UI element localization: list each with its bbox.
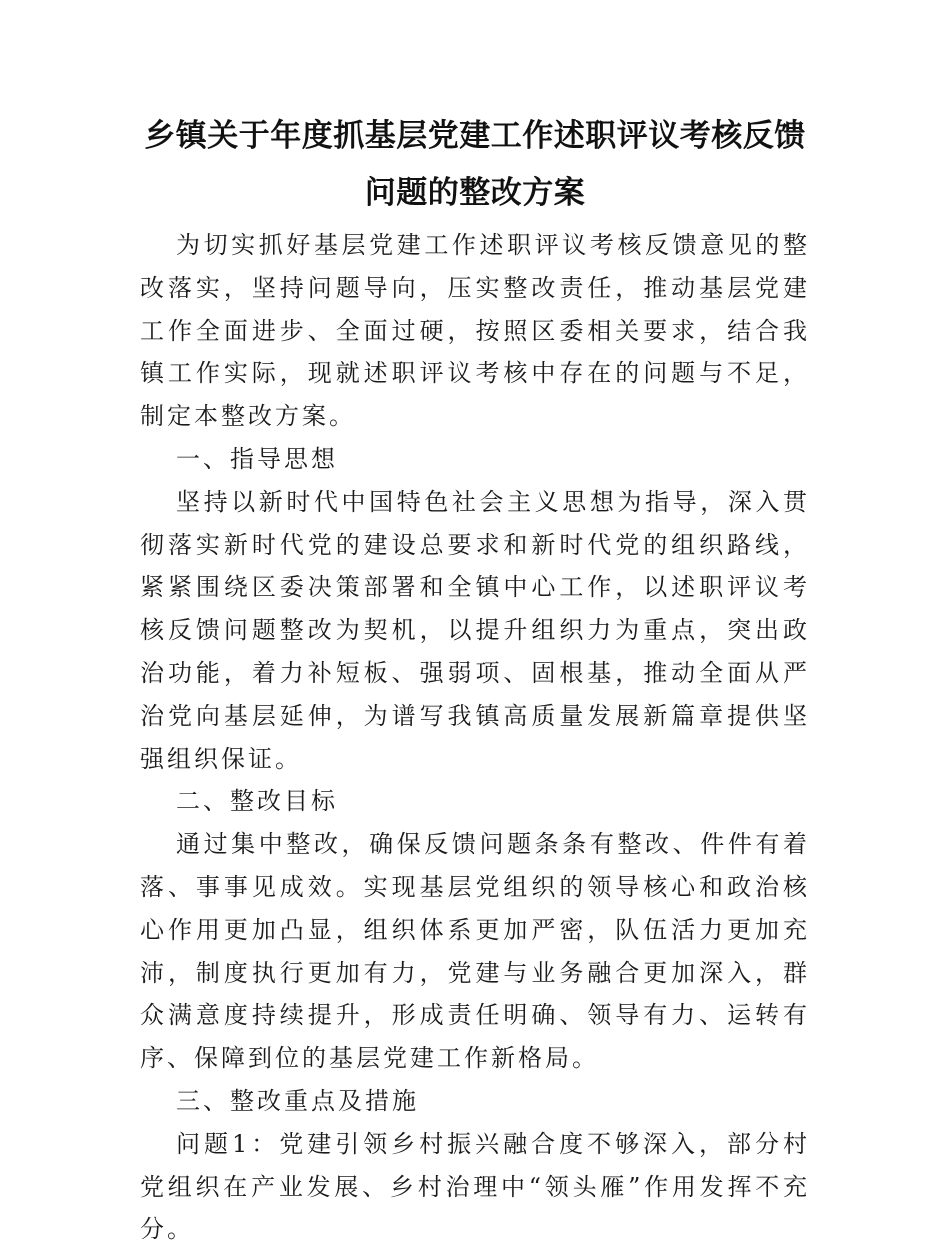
document-body	[140, 224, 810, 1251]
section-heading-guiding-ideology: 一、指导思想	[176, 444, 338, 473]
document-title: 乡镇关于年度抓基层党建工作述职评议考核反馈问题的整改方案	[144, 118, 806, 211]
problem-1-paragraph: 问题1：党建引领乡村振兴融合度不够深入，部分村党组织在产业发展、乡村治理中“领头雁”作用发挥不充分。	[140, 1129, 810, 1244]
section-heading-rectification-goals: 二、整改目标	[176, 787, 338, 816]
guiding-ideology-paragraph: 坚持以新时代中国特色社会主义思想为指导，深入贯彻落实新时代党的建设总要求和新时代党的组织路线，紧紧围绕区委决策部署和全镇中心工作，以述职评议考核反馈问题整改为契机，以提升组织力为重点，突出政治功能，着力补短板、强弱项、固根基，推动全面从严治党向基层延伸，为谱写我镇高质量发展新篇章提供坚强组织保证。	[140, 487, 810, 773]
rectification-goals-paragraph: 通过集中整改，确保反馈问题条条有整改、件件有着落、事事见成效。实现基层党组织的领导核心和政治核心作用更加凸显，组织体系更加严密，队伍活力更加充沛，制度执行更加有力，党建与业务融合更加深入，群众满意度持续提升，形成责任明确、领导有力、运转有序、保障到位的基层党建工作新格局。	[140, 830, 810, 1073]
intro-paragraph: 为切实抓好基层党建工作述职评议考核反馈意见的整改落实，坚持问题导向，压实整改责任，推动基层党建工作全面进步、全面过硬，按照区委相关要求，结合我镇工作实际，现就述职评议考核中存在的问题与不足，制定本整改方案。	[140, 231, 810, 431]
section-heading-key-measures: 三、整改重点及措施	[176, 1086, 419, 1115]
